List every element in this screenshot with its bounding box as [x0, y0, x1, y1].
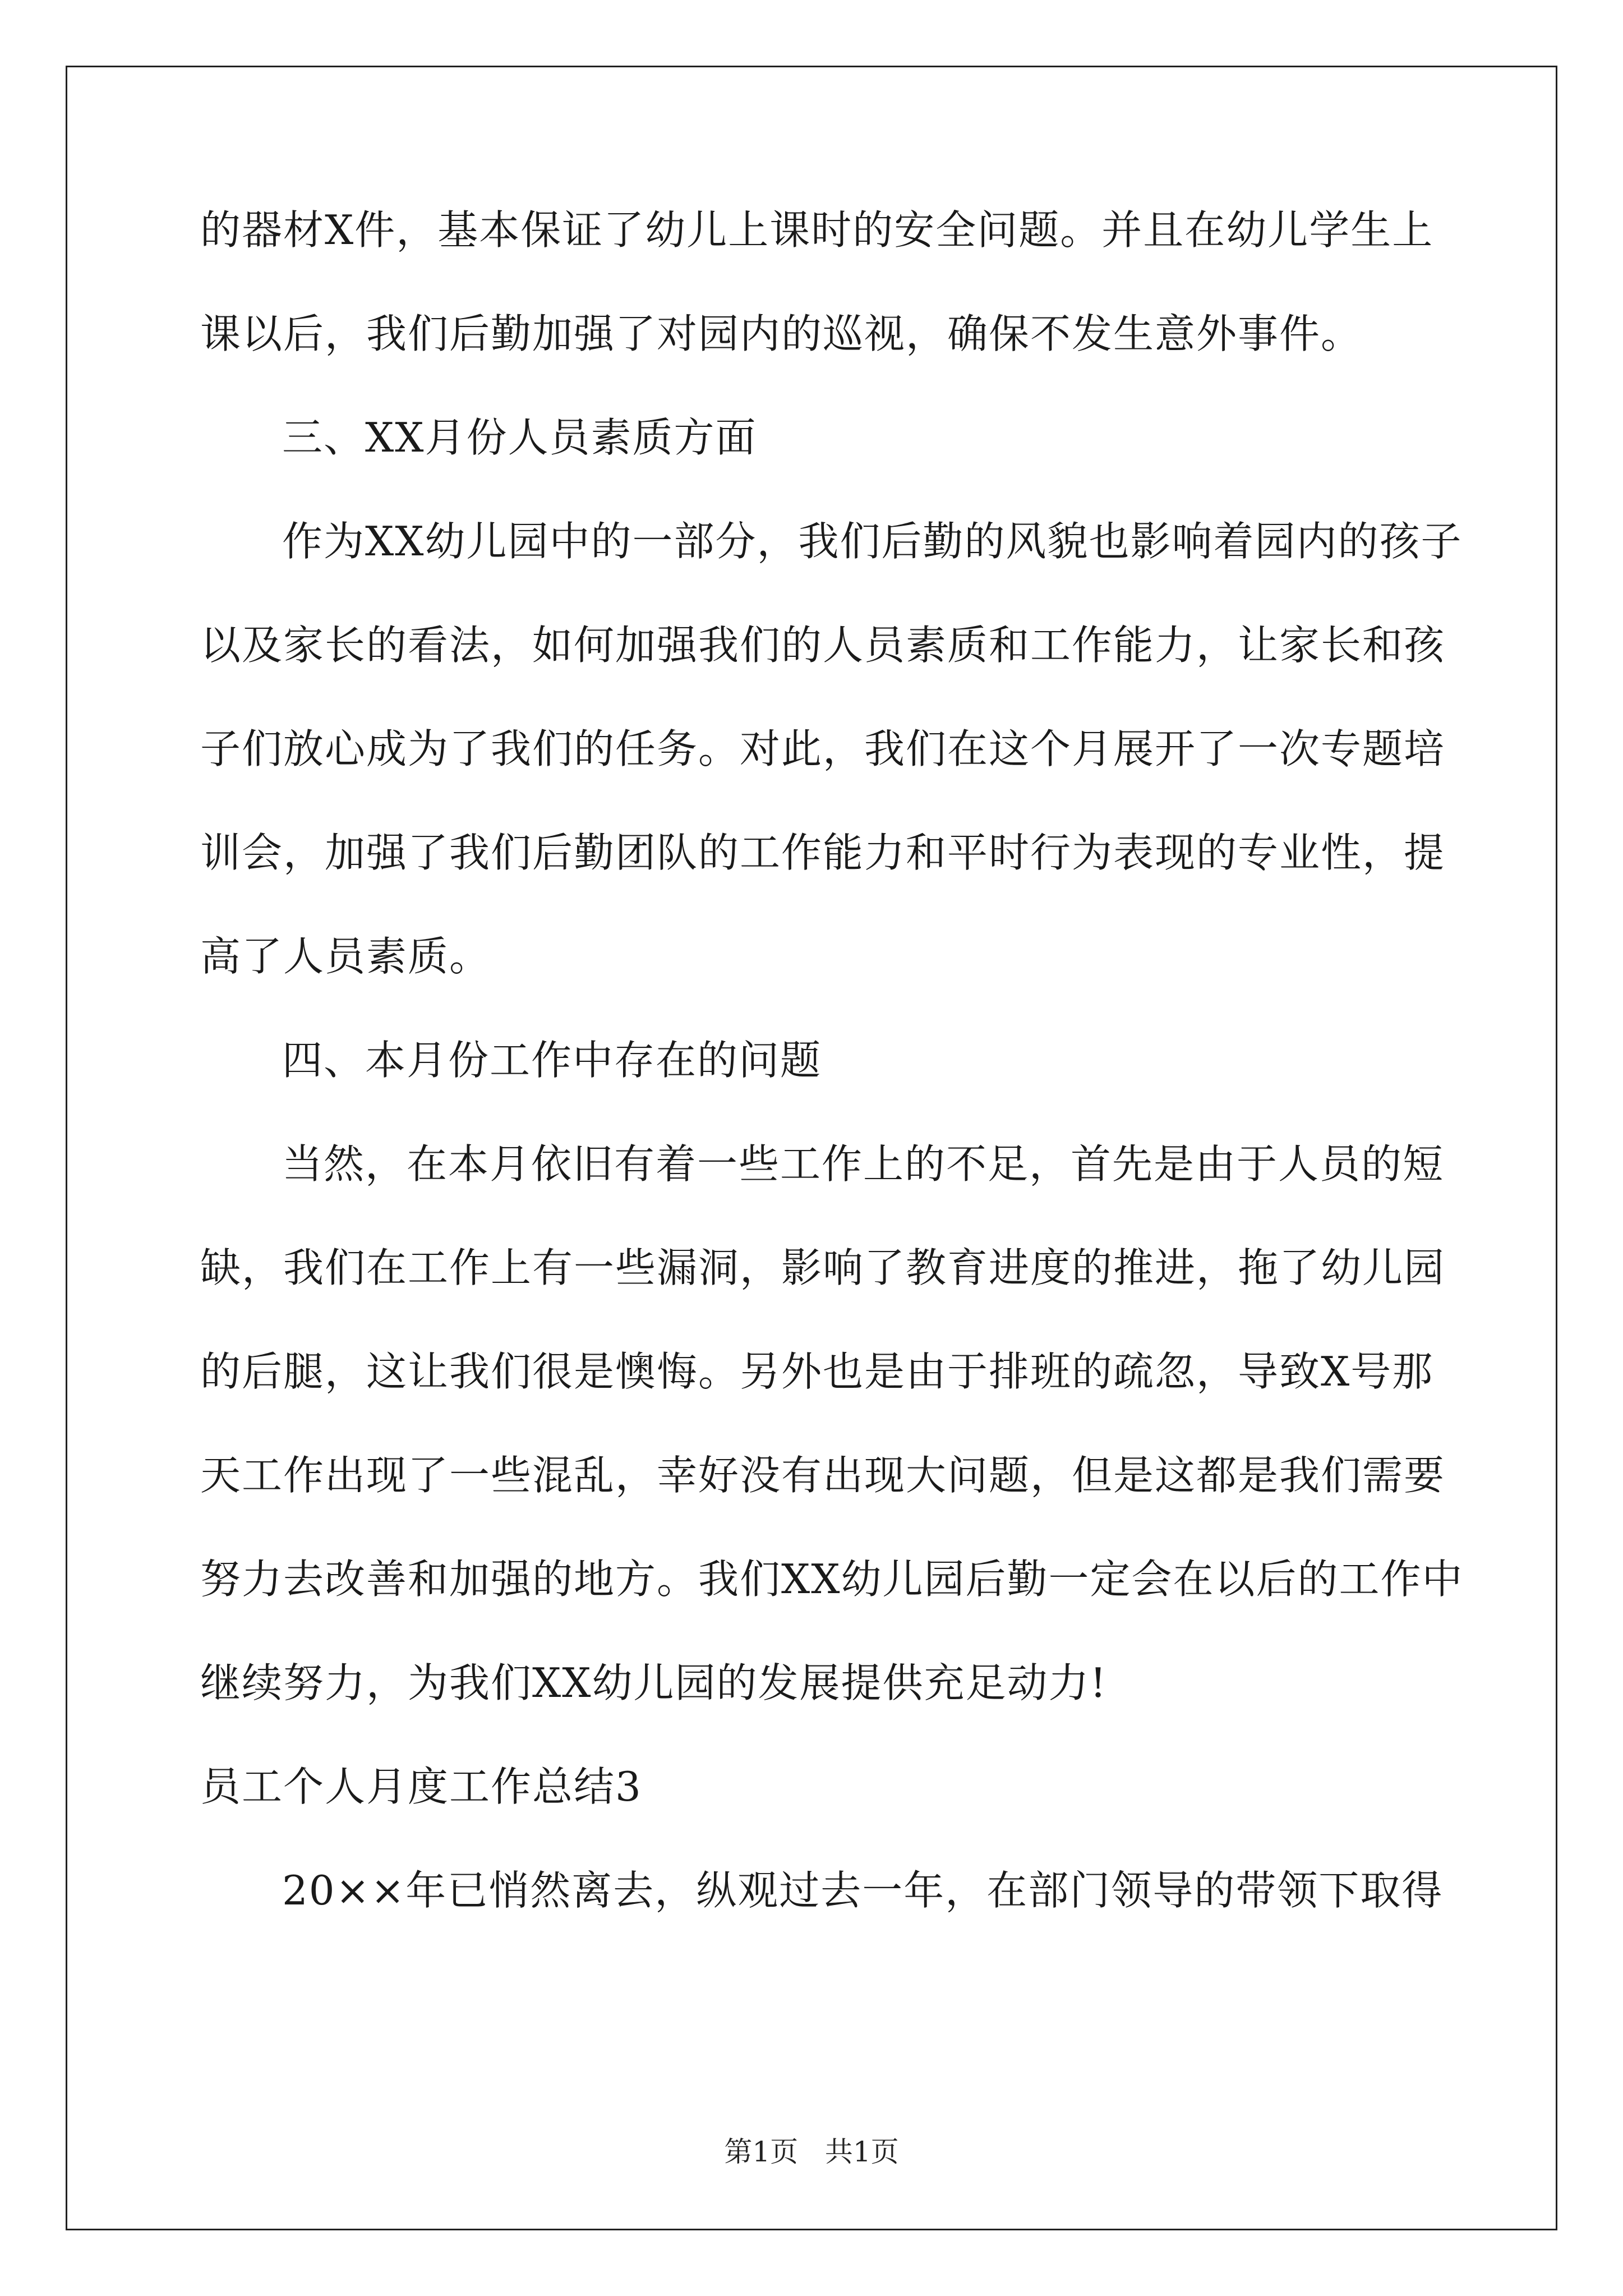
body-text-line: 天工作出现了一些混乱，幸好没有出现大问题，但是这都是我们需要 — [200, 1452, 1446, 1499]
section-heading: 四、本月份工作中存在的问题 — [282, 1037, 822, 1084]
body-text-line: 训会，加强了我们后勤团队的工作能力和平时行为表现的专业性，提 — [200, 829, 1446, 876]
body-text-line: 继续努力，为我们XX幼儿园的发展提供充足动力! — [200, 1659, 1108, 1706]
body-text-line: 课以后，我们后勤加强了对园内的巡视，确保不发生意外事件。 — [200, 310, 1363, 357]
body-text-line: 高了人员素质。 — [200, 933, 491, 980]
body-text-line: 以及家长的看法，如何加强我们的人员素质和工作能力，让家长和孩 — [200, 622, 1446, 669]
body-text-line: 作为XX幼儿园中的一部分，我们后勤的风貌也影响着园内的孩子 — [282, 518, 1463, 565]
body-text-line: 的后腿，这让我们很是懊悔。另外也是由于排班的疏忽，导致X号那 — [200, 1348, 1434, 1395]
body-text-line: 当然，在本月依旧有着一些工作上的不足，首先是由于人员的短 — [282, 1140, 1445, 1188]
body-text-line: 缺，我们在工作上有一些漏洞，影响了教育进度的推进，拖了幼儿园 — [200, 1244, 1446, 1291]
body-text-line: 子们放心成为了我们的任务。对此，我们在这个月展开了一次专题培 — [200, 725, 1446, 772]
body-text-line: 的器材X件，基本保证了幼儿上课时的安全问题。并且在幼儿学生上 — [200, 206, 1434, 254]
body-text-line: 努力去改善和加强的地方。我们XX幼儿园后勤一定会在以后的工作中 — [200, 1556, 1464, 1603]
body-text-line: 20××年已悄然离去，纵观过去一年，在部门领导的带领下取得 — [282, 1867, 1444, 1914]
section-heading: 三、XX月份人员素质方面 — [282, 414, 757, 461]
page-number-footer: 第1页 共1页 — [724, 2136, 899, 2168]
document-title: 员工个人月度工作总结3 — [200, 1763, 642, 1810]
